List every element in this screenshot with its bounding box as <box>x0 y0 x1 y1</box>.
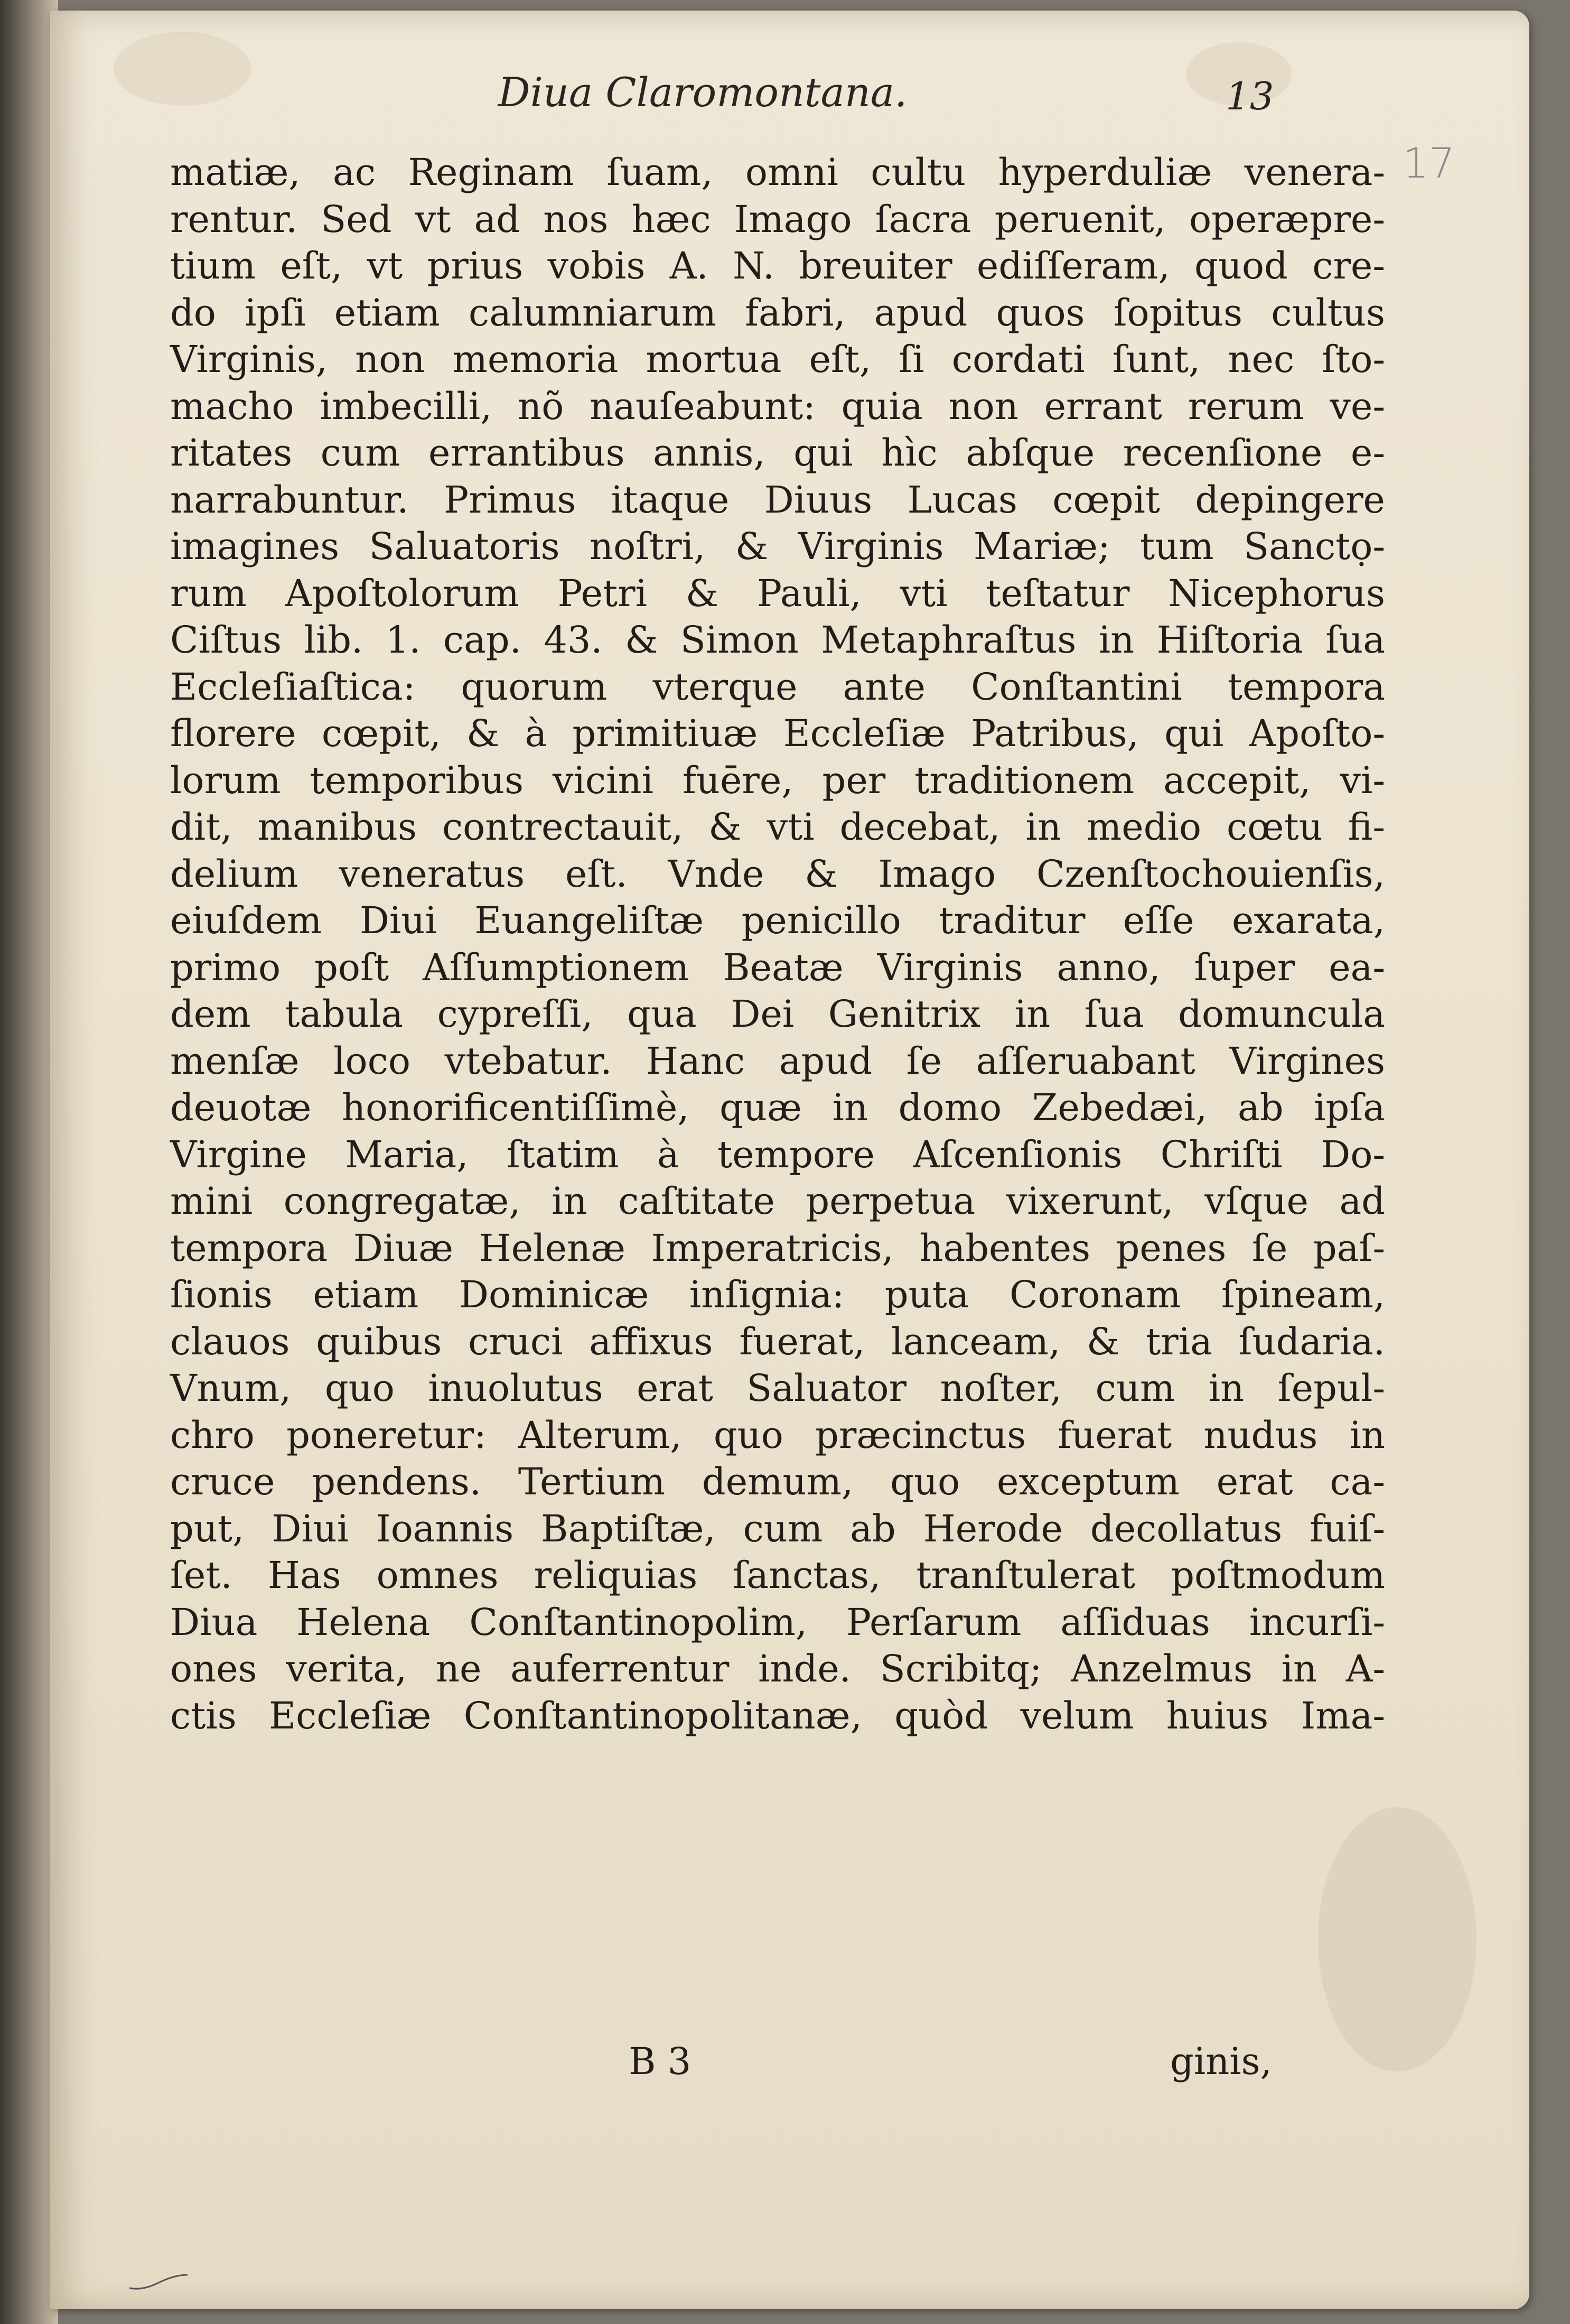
text-line: clauos quibus cruci affixus fuerat, lanceam, & tria ſudaria. <box>170 1319 1385 1363</box>
text-line: eiuſdem Diui Euangeliſtæ penicillo traditur eſſe exarata, <box>170 899 1385 942</box>
signature-mark: B 3 <box>629 2040 691 2083</box>
text-line: primo poſt Aſſumptionem Beatæ Virginis anno, ſuper ea- <box>170 945 1385 989</box>
text-line: matiæ, ac Reginam ſuam, omni cultu hyperduliæ venera- <box>170 151 1385 194</box>
text-line: menſæ loco vtebatur. Hanc apud ſe aſſeruabant Virgines <box>170 1039 1385 1083</box>
book-gutter <box>0 0 58 2324</box>
text-line: ſionis etiam Dominicæ inſignia: puta Coronam ſpineam, <box>170 1273 1385 1316</box>
text-line: dem tabula cypreſſi, qua Dei Genitrix in ſua domuncula <box>170 992 1385 1036</box>
page-number: 13 <box>1226 74 1274 118</box>
text-line: deuotæ honorificentiſſimè, quæ in domo Zebedæi, ab ipſa <box>170 1086 1385 1129</box>
text-line: cruce pendens. Tertium demum, quo exceptum erat ca- <box>170 1460 1385 1503</box>
text-line: florere cœpit, & à primitiuæ Eccleſiæ Patribus, qui Apoſto- <box>170 712 1385 755</box>
text-line: Virginis, non memoria mortua eſt, ſi cordati ſunt, nec ſto- <box>170 338 1385 381</box>
text-line: Eccleſiaſtica: quorum vterque ante Conſtantini tempora <box>170 665 1385 709</box>
paper-stain <box>1318 1807 1476 2071</box>
text-line: delium veneratus eſt. Vnde & Imago Czenſtochouienſis, <box>170 852 1385 896</box>
text-line: put, Diui Ioannis Baptiſtæ, cum ab Herode decollatus fuiſ- <box>170 1507 1385 1550</box>
pencil-mark-icon <box>127 2272 190 2293</box>
text-line: rum Apoſtolorum Petri & Pauli, vti teſtatur Nicephorus <box>170 571 1385 615</box>
text-line: chro poneretur: Alterum, quo præcinctus fuerat nudus in <box>170 1413 1385 1457</box>
body-text <box>170 149 1385 1739</box>
text-line: tium eſt, vt prius vobis A. N. breuiter ediſſeram, quod cre- <box>170 244 1385 287</box>
text-line: narrabuntur. Primus itaque Diuus Lucas cœpit depingere <box>170 478 1385 522</box>
text-line: ones verita, ne auferrentur inde. Scribitq; Anzelmus in A- <box>170 1647 1385 1690</box>
text-line: dit, manibus contrectauit, & vti decebat, in medio cœtu fi- <box>170 805 1385 849</box>
text-line: Diua Helena Conſtantinopolim, Perſarum aſſiduas incurſi- <box>170 1600 1385 1644</box>
text-line: imagines Saluatoris noſtri, & Virginis Mariæ; tum Sanctọ- <box>170 525 1385 568</box>
text-line: lorum temporibus vicini fuēre, per traditionem accepit, vi- <box>170 758 1385 802</box>
text-line: do ipſi etiam calumniarum fabri, apud quos ſopitus cultus <box>170 291 1385 334</box>
text-line: Vnum, quo inuolutus erat Saluator noſter, cum in ſepul- <box>170 1366 1385 1410</box>
text-line: tempora Diuæ Helenæ Imperatricis, habentes penes ſe paſ- <box>170 1226 1385 1270</box>
text-line: Ciſtus lib. 1. cap. 43. & Simon Metaphraſtus in Hiſtoria ſua <box>170 618 1385 662</box>
catchword: ginis, <box>1170 2040 1272 2083</box>
text-line: macho imbecilli, nõ nauſeabunt: quia non errant rerum ve- <box>170 384 1385 428</box>
text-line: ſet. Has omnes reliquias ſanctas, tranſtulerat poſtmodum <box>170 1554 1385 1597</box>
text-line: ritates cum errantibus annis, qui hìc abſque recenſione e- <box>170 431 1385 475</box>
paper-stain <box>114 32 251 106</box>
text-line: ctis Eccleſiæ Conſtantinopolitanæ, quòd velum huius Ima- <box>170 1694 1385 1737</box>
text-line: mini congregatæ, in caſtitate perpetua vixerunt, vſque ad <box>170 1179 1385 1223</box>
text-line: rentur. Sed vt ad nos hæc Imago ſacra peruenit, operæpre- <box>170 197 1385 241</box>
margin-note: 17 <box>1403 140 1455 188</box>
text-line: Virgine Maria, ſtatim à tempore Aſcenſionis Chriſti Do- <box>170 1132 1385 1176</box>
running-head-title: Diua Claromontana. <box>498 69 908 116</box>
